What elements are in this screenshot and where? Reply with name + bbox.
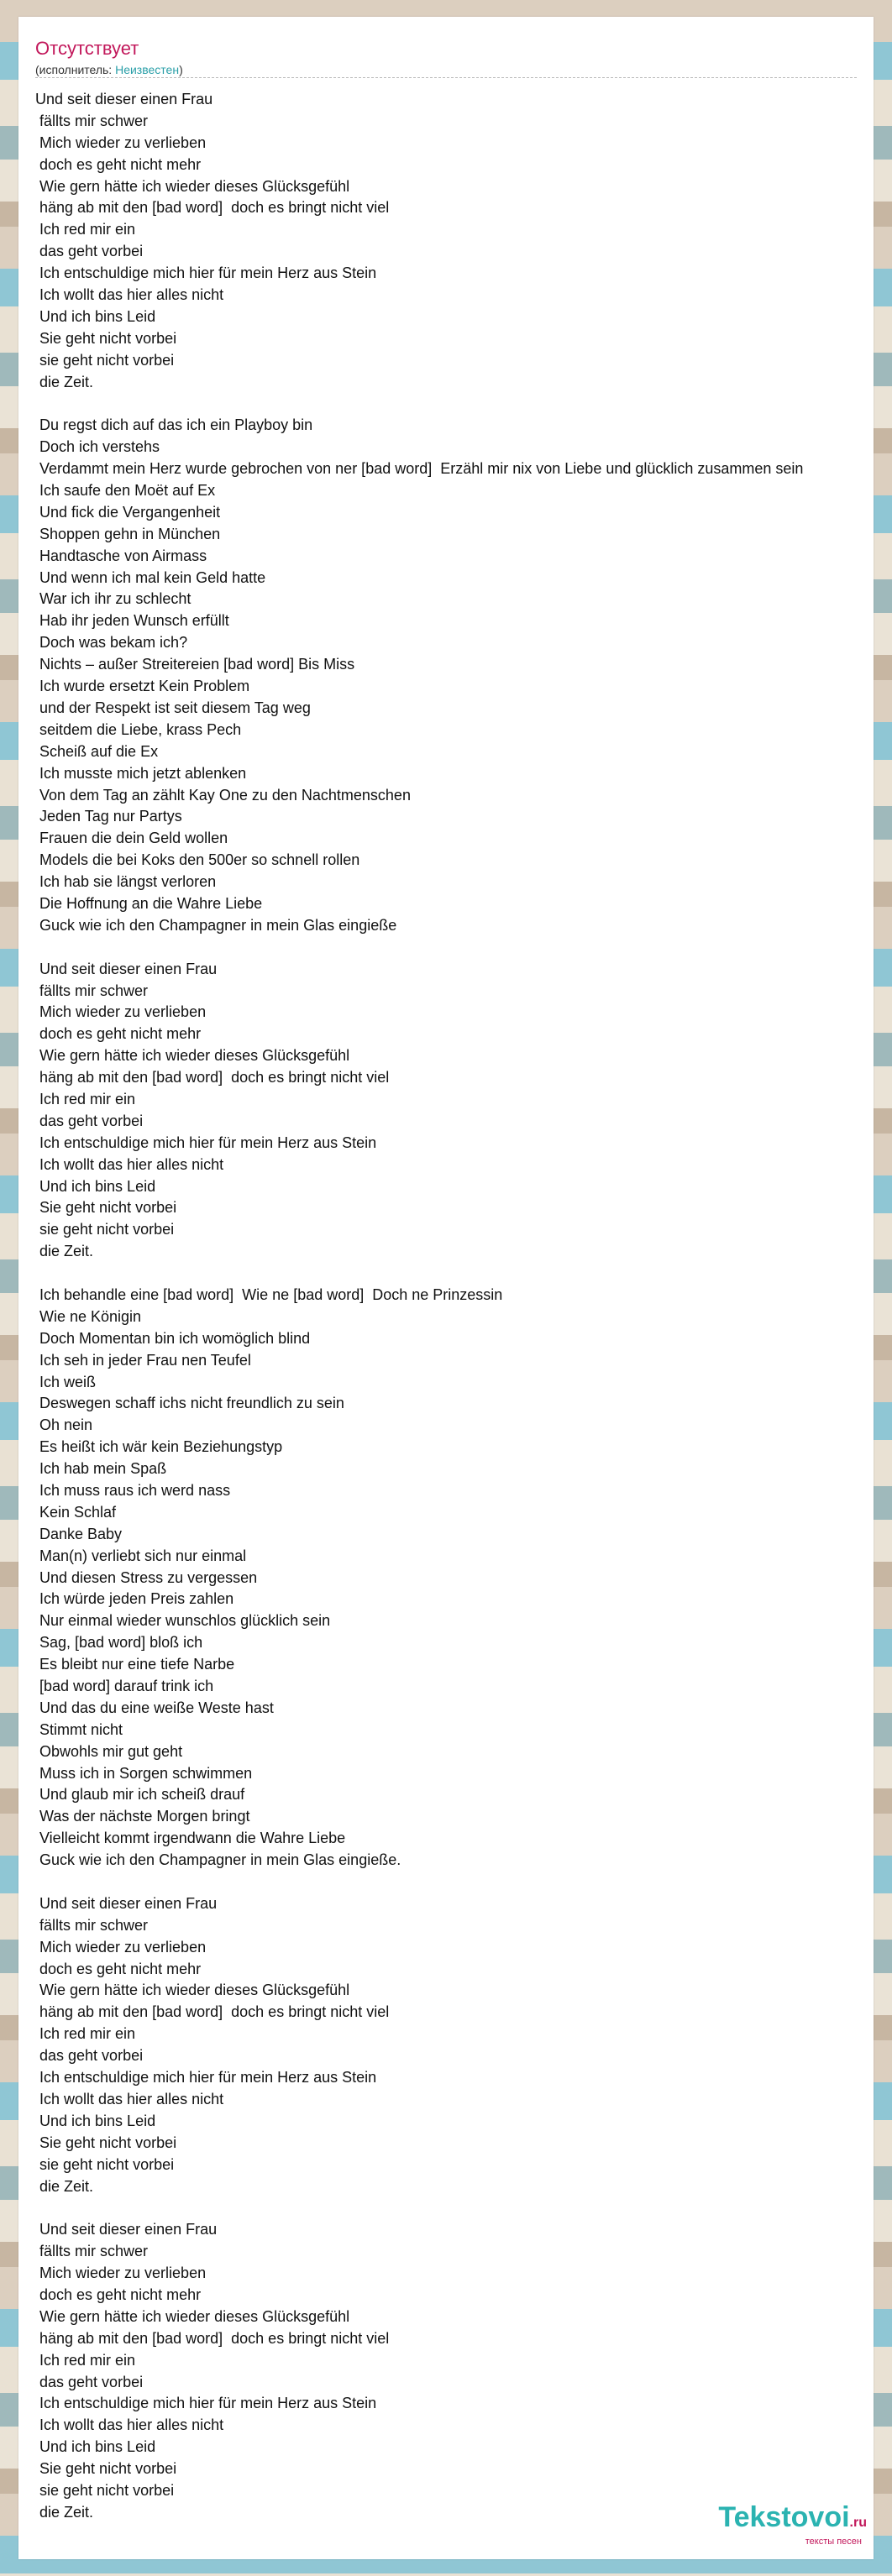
lyric-line: doch es geht nicht mehr	[35, 2285, 202, 2303]
lyric-line: fällts mir schwer	[35, 1916, 149, 1934]
lyric-line: Ich weiß	[35, 1373, 97, 1390]
lyric-line: seitdem die Liebe, krass Pech	[35, 720, 242, 738]
logo-tagline: тексты песен	[805, 2537, 862, 2547]
lyric-line: Wie ne Königin	[35, 1307, 142, 1325]
lyric-line	[35, 1263, 867, 1285]
lyric-line: sie geht nicht vorbei	[35, 2155, 175, 2173]
artist-line	[35, 62, 857, 77]
lyric-line: Ich red mir ein	[35, 221, 136, 238]
lyric-line: Muss ich in Sorgen schwimmen	[35, 1764, 253, 1782]
lyric-line: Ich würde jeden Preis zahlen	[35, 1590, 234, 1608]
lyric-line: fällts mir schwer	[35, 112, 149, 129]
song-header	[35, 37, 857, 77]
logo-tld: .ru	[849, 2516, 867, 2530]
lyric-line: Ich behandle eine [bad word] Wie ne [bad word] Doch ne Prinzessin	[35, 1285, 503, 1303]
lyric-line: [bad word] darauf trink ich	[35, 1678, 214, 1695]
lyric-line: das geht vorbei	[35, 1112, 144, 1129]
lyric-line: Und ich bins Leid	[35, 2112, 156, 2129]
lyric-line: Und ich bins Leid	[35, 2438, 156, 2456]
lyric-line: Und ich bins Leid	[35, 1177, 156, 1195]
lyric-line: Ich wollt das hier alles nicht	[35, 1155, 224, 1173]
lyric-line: sie geht nicht vorbei	[35, 351, 175, 369]
lyric-line: Es heißt ich wär kein Beziehungstyp	[35, 1438, 283, 1456]
lyric-line: häng ab mit den [bad word] doch es bringt nicht viel	[35, 1069, 390, 1086]
lyric-line	[35, 937, 867, 959]
lyric-line: Kein Schlaf	[35, 1503, 117, 1521]
lyric-line: das geht vorbei	[35, 2373, 144, 2390]
lyric-line: Wie gern hätte ich wieder dieses Glücksgefühl	[35, 177, 350, 195]
lyric-line: das geht vorbei	[35, 2047, 144, 2065]
lyric-line: Und seit dieser einen Frau	[35, 2221, 218, 2238]
artist-link[interactable]: Неизвестен	[115, 63, 180, 76]
lyric-line: Mich wieder zu verlieben	[35, 1938, 207, 1956]
lyric-line: Von dem Tag an zählt Kay One zu den Nachtmenschen	[35, 786, 411, 804]
lyric-line: sie geht nicht vorbei	[35, 2481, 175, 2499]
lyric-line: War ich ihr zu schlecht	[35, 590, 192, 608]
lyric-line: Ich hab mein Spaß	[35, 1460, 167, 1478]
lyric-line: Scheiß auf die Ex	[35, 742, 159, 760]
lyric-line: Frauen die dein Geld wollen	[35, 830, 228, 847]
lyric-line: Ich muss raus ich werd nass	[35, 1482, 231, 1499]
lyric-line: Es bleibt nur eine tiefe Narbe	[35, 1656, 235, 1673]
lyric-line: Ich wollt das hier alles nicht	[35, 2416, 224, 2434]
lyric-line: Und seit dieser einen Frau	[35, 1894, 218, 1912]
lyric-line: Sie geht nicht vorbei	[35, 1199, 177, 1217]
lyric-line: Danke Baby	[35, 1525, 123, 1542]
site-logo[interactable]	[718, 2502, 867, 2547]
lyric-line: Und wenn ich mal kein Geld hatte	[35, 568, 266, 586]
lyric-line: Sie geht nicht vorbei	[35, 2460, 177, 2478]
logo-name: Tekstovoi	[718, 2501, 850, 2533]
lyric-line: Sie geht nicht vorbei	[35, 329, 177, 347]
lyric-line	[35, 1872, 867, 1893]
lyric-line: fällts mir schwer	[35, 2243, 149, 2260]
lyric-line: Du regst dich auf das ich ein Playboy bin	[35, 416, 313, 434]
lyric-line: und der Respekt ist seit diesem Tag weg	[35, 699, 311, 716]
lyric-line: Deswegen schaff ichs nicht freundlich zu sein	[35, 1395, 344, 1412]
lyric-line: Wie gern hätte ich wieder dieses Glücksgefühl	[35, 1982, 350, 1999]
lyric-line: doch es geht nicht mehr	[35, 155, 202, 173]
lyric-line: die Zeit.	[35, 2503, 94, 2521]
lyric-line: Stimmt nicht	[35, 1720, 123, 1738]
content-card	[18, 17, 874, 2559]
lyric-line: Und seit dieser einen Frau	[35, 960, 218, 977]
lyric-line	[35, 393, 867, 415]
lyric-line: Hab ihr jeden Wunsch erfüllt	[35, 612, 229, 630]
lyric-line: Und ich bins Leid	[35, 307, 156, 325]
lyric-line: Guck wie ich den Champagner in mein Glas eingieße.	[35, 1851, 401, 1869]
lyric-line: Was der nächste Morgen bringt	[35, 1808, 250, 1825]
lyric-line: Wie gern hätte ich wieder dieses Glücksgefühl	[35, 1047, 350, 1065]
lyric-line: Und das du eine weiße Weste hast	[35, 1699, 274, 1716]
lyric-line: Ich entschuldige mich hier für mein Herz aus Stein	[35, 264, 377, 282]
lyric-line: Und diesen Stress zu vergessen	[35, 1568, 258, 1586]
lyric-line: Models die bei Koks den 500er so schnell rollen	[35, 851, 360, 869]
lyric-line: häng ab mit den [bad word] doch es bringt nicht viel	[35, 2329, 390, 2347]
lyric-line: Man(n) verliebt sich nur einmal	[35, 1547, 247, 1564]
lyric-line: Doch Momentan bin ich womöglich blind	[35, 1329, 311, 1347]
lyric-line: Mich wieder zu verlieben	[35, 134, 207, 151]
lyric-line	[35, 2197, 867, 2219]
lyric-line: Nur einmal wieder wunschlos glücklich sein	[35, 1612, 331, 1630]
lyric-line: die Zeit.	[35, 1243, 94, 1260]
artist-prefix: (исполнитель:	[35, 63, 116, 76]
lyric-line: Handtasche von Airmass	[35, 547, 207, 564]
lyric-line: Ich wollt das hier alles nicht	[35, 2090, 224, 2107]
artist-suffix: )	[179, 63, 183, 76]
lyric-line: Mich wieder zu verlieben	[35, 2264, 207, 2282]
lyric-line: Oh nein	[35, 1416, 93, 1434]
lyric-line: Mich wieder zu verlieben	[35, 1003, 207, 1021]
lyric-line: Nichts – außer Streitereien [bad word] Bis Miss	[35, 656, 355, 673]
lyric-line: doch es geht nicht mehr	[35, 1960, 202, 1977]
lyric-line: häng ab mit den [bad word] doch es bringt nicht viel	[35, 2003, 390, 2021]
lyric-line: Sie geht nicht vorbei	[35, 2134, 177, 2151]
song-title: Отсутствует	[35, 38, 139, 59]
lyric-line: Obwohls mir gut geht	[35, 1742, 183, 1760]
lyric-line: Ich entschuldige mich hier für mein Herz aus Stein	[35, 2069, 377, 2086]
lyric-line: Ich wurde ersetzt Kein Problem	[35, 678, 250, 695]
lyric-line: Wie gern hätte ich wieder dieses Glücksgefühl	[35, 2307, 350, 2325]
lyric-line: Ich red mir ein	[35, 2351, 136, 2369]
lyric-line: Shoppen gehn in München	[35, 525, 221, 542]
lyric-line: doch es geht nicht mehr	[35, 1025, 202, 1043]
header-divider	[35, 77, 857, 78]
lyric-line: Guck wie ich den Champagner in mein Glas eingieße	[35, 916, 397, 934]
lyric-line: Verdammt mein Herz wurde gebrochen von ner [bad word] Erzähl mir nix von Liebe und glücklich zusammen sein	[35, 460, 804, 478]
lyric-line: Ich entschuldige mich hier für mein Herz aus Stein	[35, 1134, 377, 1151]
lyric-line: das geht vorbei	[35, 243, 144, 260]
lyric-line: Ich red mir ein	[35, 1090, 136, 1107]
lyric-line: Doch was bekam ich?	[35, 634, 188, 652]
lyric-line: Ich musste mich jetzt ablenken	[35, 764, 247, 782]
lyrics-text	[35, 89, 867, 2524]
lyric-line: Die Hoffnung an die Wahre Liebe	[35, 894, 263, 912]
lyric-line: Jeden Tag nur Partys	[35, 808, 182, 825]
lyric-line: Ich entschuldige mich hier für mein Herz aus Stein	[35, 2395, 377, 2412]
lyric-line: die Zeit.	[35, 373, 94, 390]
lyric-line: Ich wollt das hier alles nicht	[35, 286, 224, 304]
lyric-line: Vielleicht kommt irgendwann die Wahre Liebe	[35, 1830, 346, 1847]
lyric-line: Sag, [bad word] bloß ich	[35, 1634, 203, 1652]
lyric-line: fällts mir schwer	[35, 982, 149, 999]
lyric-line: Und seit dieser einen Frau	[35, 91, 213, 107]
lyric-line: Und fick die Vergangenheit	[35, 503, 221, 521]
lyric-line: Ich seh in jeder Frau nen Teufel	[35, 1351, 251, 1369]
lyric-line: Ich saufe den Moët auf Ex	[35, 482, 216, 500]
lyric-line: Doch ich verstehs	[35, 438, 160, 456]
lyric-line: sie geht nicht vorbei	[35, 1221, 175, 1238]
lyric-line: häng ab mit den [bad word] doch es bringt nicht viel	[35, 199, 390, 217]
lyric-line: Ich red mir ein	[35, 2025, 136, 2043]
lyric-line: Und glaub mir ich scheiß drauf	[35, 1786, 245, 1804]
lyric-line: die Zeit.	[35, 2177, 94, 2195]
lyric-line: Ich hab sie längst verloren	[35, 873, 217, 891]
